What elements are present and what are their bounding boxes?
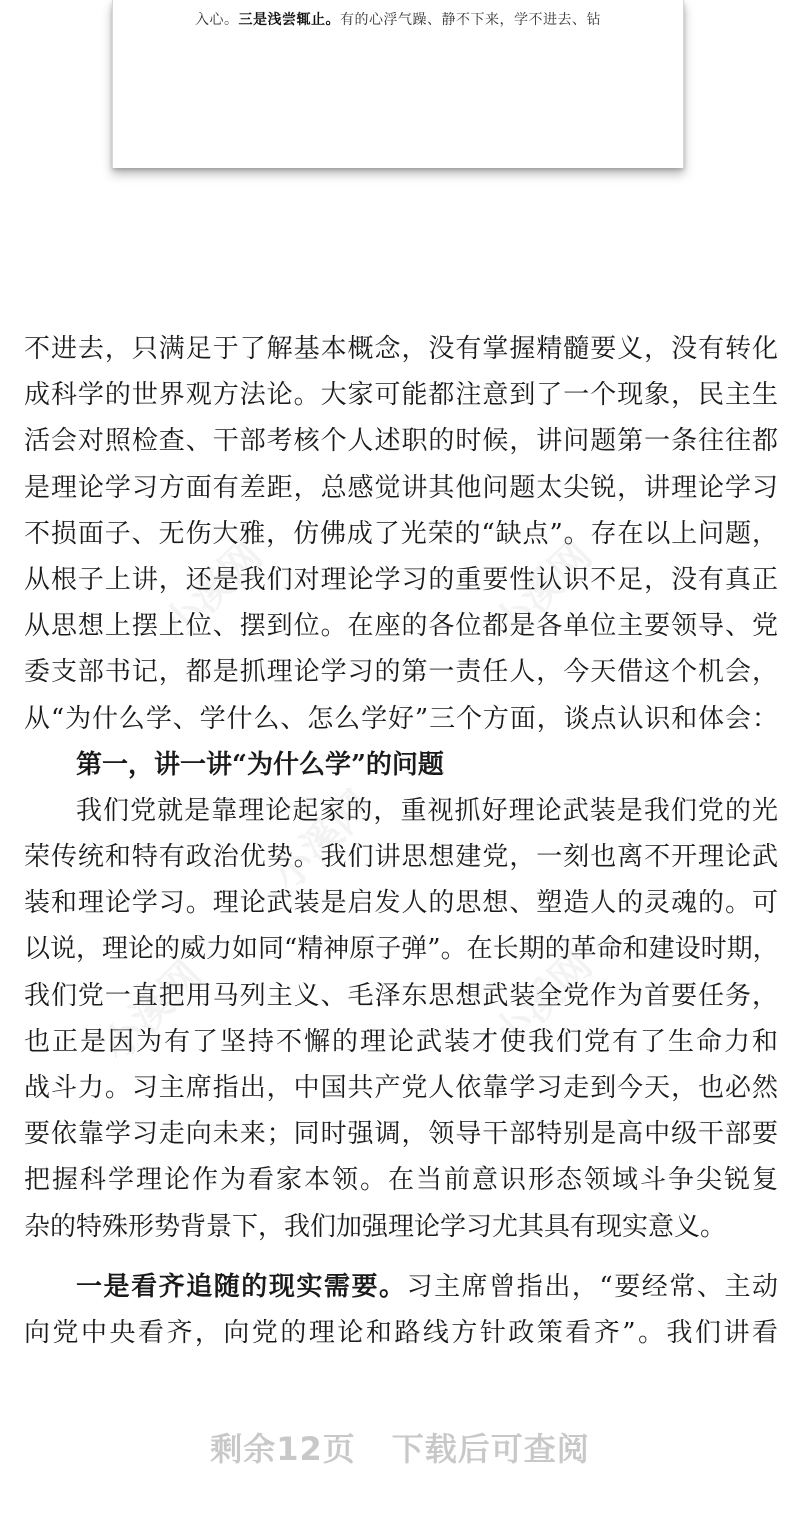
text-line: 也正是因为有了坚持不懈的理论武装才使我们党有了生命力和 xyxy=(24,1026,778,1057)
text-line: 不损面子、无伤大雅，仿佛成了光荣的“缺点”。存在以上问题， xyxy=(24,518,778,549)
remaining-pages-label[interactable]: 剩余12页 xyxy=(210,1430,356,1468)
text-line: 从思想上摆上位、摆到位。在座的各位都是各单位主要领导、党 xyxy=(24,611,778,642)
document-body xyxy=(24,326,778,1356)
watermark: 小溪网 xyxy=(93,952,212,1070)
text-line: 向党中央看齐，向党的理论和路线方针政策看齐”。我们讲看 xyxy=(24,1317,778,1348)
text-line xyxy=(24,1264,778,1310)
text-line: 要依靠学习走向未来；同时强调，领导干部特别是高中级干部要 xyxy=(24,1119,778,1150)
text-line: 从“为什么学、学什么、怎么学好”三个方面，谈点认识和体会： xyxy=(24,703,778,734)
previous-page-card xyxy=(112,0,684,168)
text-line: 委支部书记，都是抓理论学习的第一责任人，今天借这个机会， xyxy=(24,657,778,688)
card-text-line: 入心。三是浅尝辄止。有的心浮气躁、静不下来，学不进去、钻 xyxy=(195,12,601,28)
text-line: 把握科学理论作为看家本领。在当前意识形态领域斗争尖锐复 xyxy=(24,1165,778,1196)
text-line: 从根子上讲，还是我们对理论学习的重要性认识不足，没有真正 xyxy=(24,564,778,595)
download-prompt[interactable] xyxy=(0,1424,800,1470)
download-to-view-label[interactable]: 下载后可查阅 xyxy=(391,1430,590,1468)
text-line: 以说，理论的威力如同“精神原子弹”。在长期的革命和建设时期， xyxy=(24,934,779,965)
subheading-inline: 一是看齐追随的现实需要。 xyxy=(76,1271,407,1302)
text-line: 战斗力。习主席指出，中国共产党人依靠学习走到今天，也必然 xyxy=(24,1073,778,1103)
text-line: 活会对照检查、干部考核个人述职的时候，讲问题第一条往往都 xyxy=(24,426,778,457)
watermark: 小溪网 xyxy=(483,942,602,1060)
watermark: 小溪网 xyxy=(153,532,272,650)
text-line: 成科学的世界观方法论。大家可能都注意到了一个现象，民主生 xyxy=(24,380,778,411)
text-line: 我们党一直把用马列主义、毛泽东思想武装全党作为首要任务， xyxy=(24,980,778,1011)
text-line: 杂的特殊形势背景下，我们加强理论学习尤其具有现实意义。 xyxy=(24,1211,727,1242)
text-line: 是理论学习方面有差距，总感觉讲其他问题太尖锐，讲理论学习 xyxy=(24,472,778,503)
text-line: 我们党就是靠理论起家的，重视抓好理论武装是我们党的光 xyxy=(76,795,778,826)
watermark: 小溪网 xyxy=(483,532,602,650)
text-span: 习主席曾指出，“要经常、主动 xyxy=(406,1271,778,1302)
watermark: 小溪网 xyxy=(263,782,382,900)
text-line: 装和理论学习。理论武装是启发人的思想、塑造人的灵魂的。可 xyxy=(24,888,778,919)
text-line: 荣传统和特有政治优势。我们讲思想建党，一刻也离不开理论武 xyxy=(24,842,778,873)
text-line: 不进去，只满足于了解基本概念，没有掌握精髓要义，没有转化 xyxy=(24,334,778,364)
section-heading: 第一，讲一讲“为什么学”的问题 xyxy=(76,749,444,780)
